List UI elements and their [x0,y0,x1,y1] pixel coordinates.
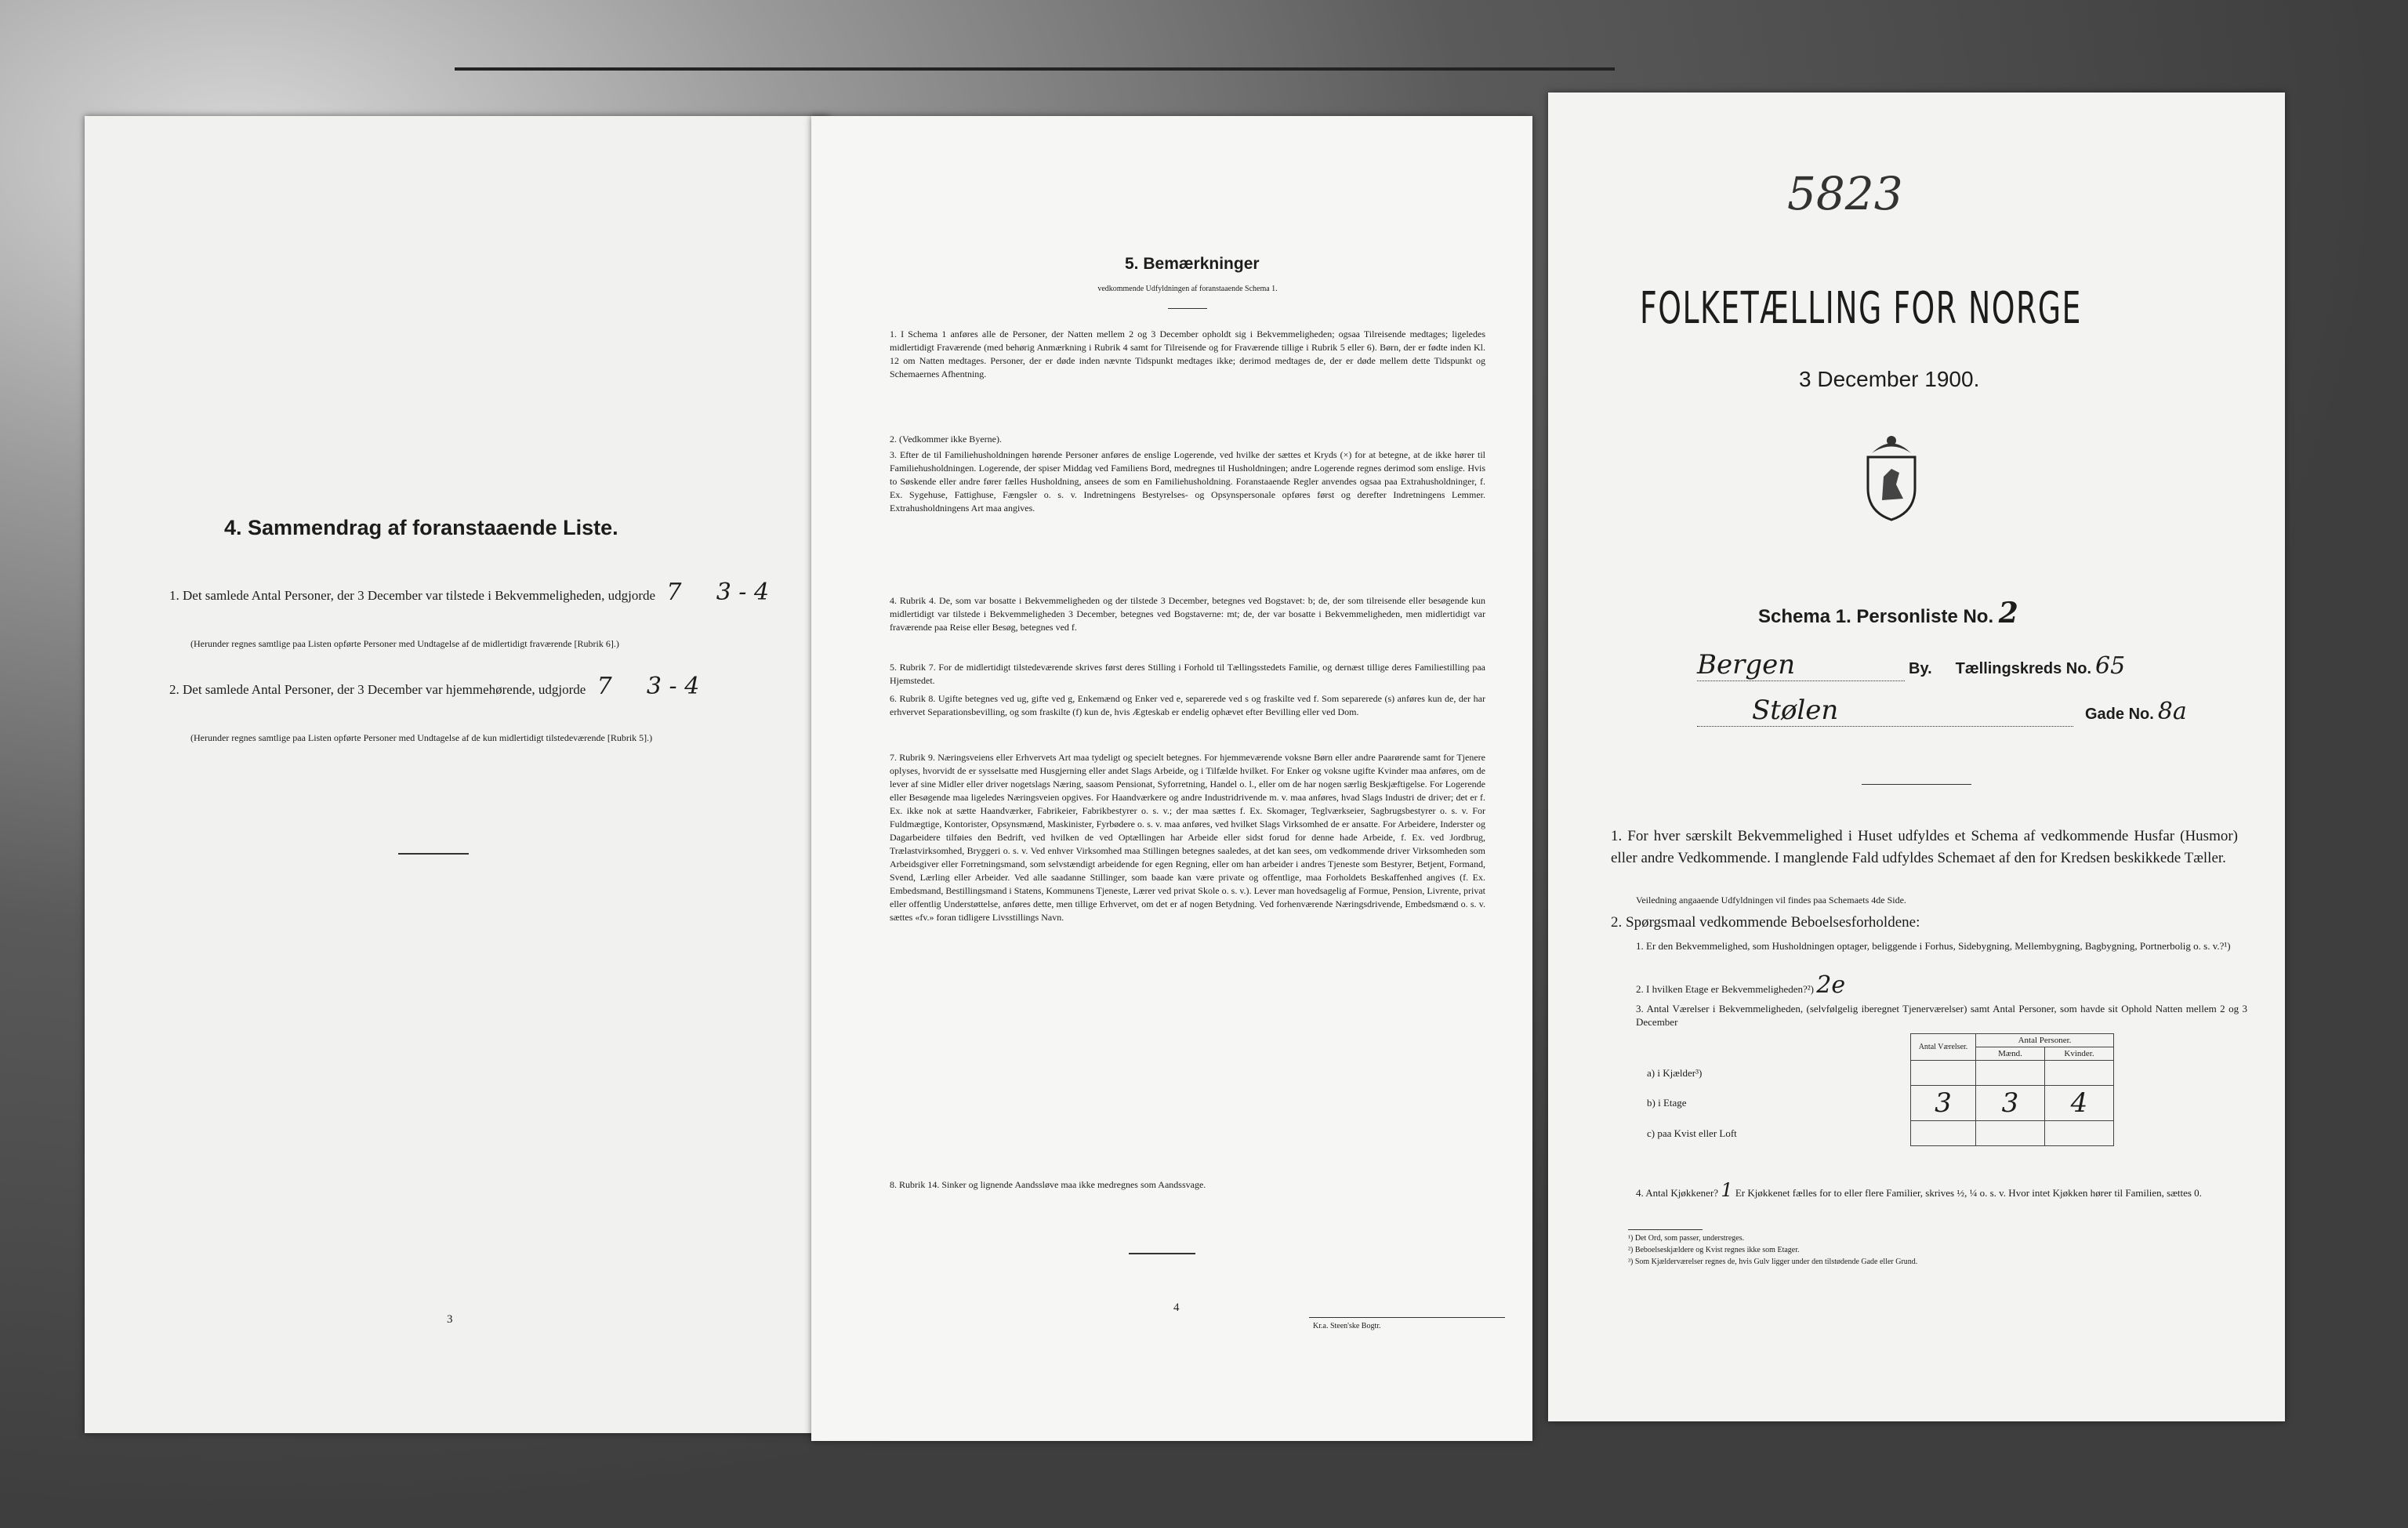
question-4-rest: Er Kjøkkenet fælles for to eller flere Familier, skrives ½, ¼ o. s. v. Hvor intet Kjøkken hører til Familien, sættes 0. [1735,1187,2202,1199]
census-title: FOLKETÆLLING FOR NORGE [1640,283,2082,334]
question-2-answer: 2e [1816,971,1846,999]
col-persons: Antal Personer. [1976,1034,2114,1047]
divider [1628,1229,1703,1230]
row-a-label: a) i Kjælder³) [1647,1066,1703,1079]
divider [1309,1317,1505,1318]
summary-item-1 [169,579,820,606]
kreds-number: 65 [2095,652,2126,680]
divider [1129,1253,1195,1254]
summary-item-2-note: (Herunder regnes samtlige paa Listen opførte Personer med Undtagelse af de kun midlertidigt tilstedeværende [Rubrik 5].) [190,732,653,743]
remark-4: 4. Rubrik 4. De, som var bosatte i Bekvemmeligheden og der tilstede 3 December, betegnes ved Bogstavet: b; de, der som tilreisende eller besøgende kun midlertidigt var tilstede i Bekvemmeligheden 3 December, betegnes ved Bogstaverne: mt; de, der var bosatte i Bekvemmeligheden, men midlertidigt var fraværende paa Reise eller Besøg, betegnes ved f. [890,595,1485,633]
instruction-1-note: Veiledning angaaende Udfyldningen vil findes paa Schemaets 4de Side. [1636,895,1906,906]
by-label: By. [1909,660,1932,677]
question-2-text: 2. I hvilken Etage er Bekvemmeligheden?²) [1636,983,1814,995]
col-rooms: Antal Værelser. [1911,1034,1976,1061]
page-number: 3 [447,1313,453,1326]
remark-6: 6. Rubrik 8. Ugifte betegnes ved ug, gifte ved g, Enkemænd og Enker ved e, separerede ved s og fraskilte ved f. Som separerede (s) anføres kun de, der har erhvervet Separationsbevilling, og som fraskilte (f) kun de, hvis Ægteskab er endelig ophævet efter Bevilling eller ved Dom. [890,693,1485,717]
printer-imprint: Kr.a. Steen'ske Bogtr. [1313,1322,1381,1330]
row-b-rooms: 3 [1911,1086,1976,1121]
summary-item-2-text: 2. Det samlede Antal Personer, der 3 December var hjemmehørende, udgjorde [169,682,586,697]
top-edge-line [455,67,1615,71]
question-4-text: 4. Antal Kjøkkener? [1636,1187,1719,1199]
question-1: 1. Er den Bekvemmelighed, som Husholdningen optager, beliggende i Forhus, Sidebygning, Mellembygning, Bagbygning, Portnerbolig o. s. v.?¹) [1636,940,2231,952]
gade-label: Gade No. [2085,706,2154,723]
remark-1: 1. I Schema 1 anføres alle de Personer, der Natten mellem 2 og 3 December opholdt sig i Bekvemmeligheden; ogsaa Tilreisende medtages; ligeledes midlertidigt Fraværende (med behørig Anmærkning i Rubrik 4 samt for Tilreisende og for Fraværende tillige i Rubrik 5 eller 6). Børn, der er fødte inden Kl. 12 om Natten medtages. Personer, der er døde inden nævnte Tidspunkt medtages ikke; derimod medtages de, der er døde mellem dette Tidspunkt og Schemaernes Afhentning. [890,328,1485,379]
summary-item-1-value: 7 [666,579,682,606]
question-2 [1636,971,1846,999]
footnote-3: ³) Som Kjælderværelser regnes de, hvis Gulv ligger under den tilstødende Gade eller Grund. [1628,1258,1918,1266]
instruction-2: 2. Spørgsmaal vedkommende Beboelsesforholdene: [1611,914,1920,931]
city-value: Bergen [1697,649,1905,681]
street-value: Stølen [1697,695,2073,727]
instruction-1: 1. For hver særskilt Bekvemmelighed i Huset udfyldes et Schema af vedkommende Husfar (Husmor) eller andre Vedkommende. I manglende Fald udfyldes Schemaet af den for Kredsen beskikkede Tæller. [1611,828,2238,866]
divider [398,853,469,855]
schema-label: Schema 1. Personliste No. [1758,606,1994,627]
remarks-subheading: vedkommende Udfyldningen af foranstaaende Schema 1. [1097,285,1278,293]
row-b-women: 4 [2045,1086,2114,1121]
row-b-label: b) i Etage [1647,1097,1687,1109]
kreds-label: Tællingskreds No. [1955,660,2092,677]
question-4-answer: 1 [1721,1179,1733,1201]
col-women: Kvinder. [2045,1047,2114,1061]
question-4 [1636,1179,2247,1201]
remark-5: 5. Rubrik 7. For de midlertidigt tilstedeværende skrives først deres Stilling i Forhold til Tællingsstedets Familie, og dernæst tillige deres Familiestilling paa Hjemstedet. [890,662,1485,686]
street-line [1697,695,2261,727]
left-page [85,116,829,1433]
remark-2: 2. (Vedkommer ikke Byerne). [890,434,1002,445]
summary-item-1-note: (Herunder regnes samtlige paa Listen opførte Personer med Undtagelse af de midlertidigt fraværende [Rubrik 6].) [190,638,619,649]
row-c-women [2045,1121,2114,1146]
divider [1862,784,1971,785]
col-men: Mænd. [1976,1047,2045,1061]
gade-number: 8a [2157,698,2187,725]
summary-heading: 4. Sammendrag af foranstaaende Liste. [224,516,618,539]
row-a-women [2045,1061,2114,1086]
schema-number: 2 [1998,597,2018,630]
page-number: 4 [1173,1301,1180,1314]
summary-item-1-text: 1. Det samlede Antal Personer, der 3 December var tilstede i Bekvemmeligheden, udgjorde [169,588,656,603]
archive-number: 5823 [1787,167,1903,220]
summary-item-2-value: 7 [597,673,612,700]
divider [1168,308,1207,309]
row-a-rooms [1911,1061,1976,1086]
row-c-label: c) paa Kvist eller Loft [1647,1127,1737,1139]
middle-page [811,116,1532,1441]
city-line [1697,649,2261,681]
summary-item-1-extra: 3 - 4 [716,579,770,606]
rooms-persons-table [1642,1033,2114,1146]
remarks-heading: 5. Bemærkninger [1125,255,1260,273]
row-a-men [1976,1061,2045,1086]
footnote-1: ¹) Det Ord, som passer, understreges. [1628,1234,1745,1243]
footnote-2: ²) Beboelseskjældere og Kvist regnes ikke som Etager. [1628,1246,1800,1254]
row-c-rooms [1911,1121,1976,1146]
summary-item-2 [169,673,820,700]
census-date: 3 December 1900. [1799,367,1980,391]
remark-8: 8. Rubrik 14. Sinker og lignende Aandssløve maa ikke medregnes som Aandssvage. [890,1179,1206,1190]
right-page [1548,93,2285,1421]
coat-of-arms-icon [1860,430,1923,524]
row-b-men: 3 [1976,1086,2045,1121]
remark-3: 3. Efter de til Familiehusholdningen hørende Personer anføres de enslige Logerende, ved hvilke der sættes et Kryds (×) for at betegne, at de ikke hører til Familiehusholdningen. Logerende, der spiser Middag ved Familiens Bord, medregnes til Husholdningen; andre Logerende regnes derimod som enslige. Hvis to Søskende eller andre fører fælles Husholdning, ansees de som en Familiehusholdning. Foranstaaende Regler anvendes ogsaa paa Extrahusholdninger, f. Ex. Sygehuse, Fattighuse, Fængsler o. s. v. Indretningens Bestyrelses- og Opsynspersonale opføres først og derefter Indretningens Lemmer. Extrahusholdningens Art maa angives. [890,449,1485,514]
remark-7: 7. Rubrik 9. Næringsveiens eller Erhvervets Art maa tydeligt og specielt betegnes. For hjemmeværende voksne Børn eller andre Paarørende samt for Tjenere oplyses, hvorvidt de er sysselsatte med Husgjerning eller andet Slags Arbeide, og i Tilfælde hvilket. For Enker og voksne ugifte Kvinder maa anføres, om de lever af sine Midler eller driver nogetslags Næring, saasom Pensionat, Syforretning, Handel o. l., eller om de har nogen særlig Beskjæftigelse. For Logerende eller Besøgende maa ligeledes Næringsveien opgives. For Haandværkere og andre Industridrivende m. v. maa anføres, hvad Slags Industri de driver; det er f. Ex. ikke nok at sætte Haandværker, Fabrikeier, Fabrikbestyrer o. s. v.; der maa sættes f. Ex. Skomager, Teglværkseier, Sagbrugsbestyrer o. s. v. For Fuldmægtige, Kontorister, Opsynsmænd, Maskinister, Fyrbødere o. s. v. maa anføres, ved hvilket Slags Virksomhed de er ansatte. For Arbeidere, Inderster og Dagarbeidere tilføies den Bedrift, ved hvilken de ved Optællingen har Arbeide eller sidst forud for denne hade Arbeide, f. Ex. ved Jordbrug, Trælastvirksomhed, Bryggeri o. s. v. Ved enhver Virksomhed maa Stillingen betegnes saaledes, at det kan sees, om vedkommende driver Virksomheden som Arbeidsgiver eller Forretningsmand, som selvstændigt arbeidende for egen Regning, eller om han arbeider i andres Tjeneste som Bestyrer, Betjent, Formand, Svend, Lærling eller Arbeider. Ved alle saadanne Stillinger, som baade kan være private og offentlige, maa Forholdets Beskaffenhed angives (f. Ex. Embedsmand, Bestillingsmand i Statens, Kommunens Tjeneste, Lærer ved privat Skole o. s. v.). Lever man hovedsagelig af Formue, Pension, Livrente, privat eller offentlig Understøttelse, anføres dette, men tillige Erhvervet, om det er af nogen Betydning. Ved forhenværende Næringsdrivende, Embedsmænd o. s. v. sættes «fv.» foran tidligere Livsstillings Navn. [890,752,1485,923]
summary-item-2-extra: 3 - 4 [646,673,700,700]
row-c-men [1976,1121,2045,1146]
question-3: 3. Antal Værelser i Bekvemmeligheden, (selvfølgelig iberegnet Tjenerværelser) samt Antal Personer, som havde sit Ophold Natten mellem 2 og 3 December [1636,1003,2247,1028]
schema-line [1758,597,2018,630]
